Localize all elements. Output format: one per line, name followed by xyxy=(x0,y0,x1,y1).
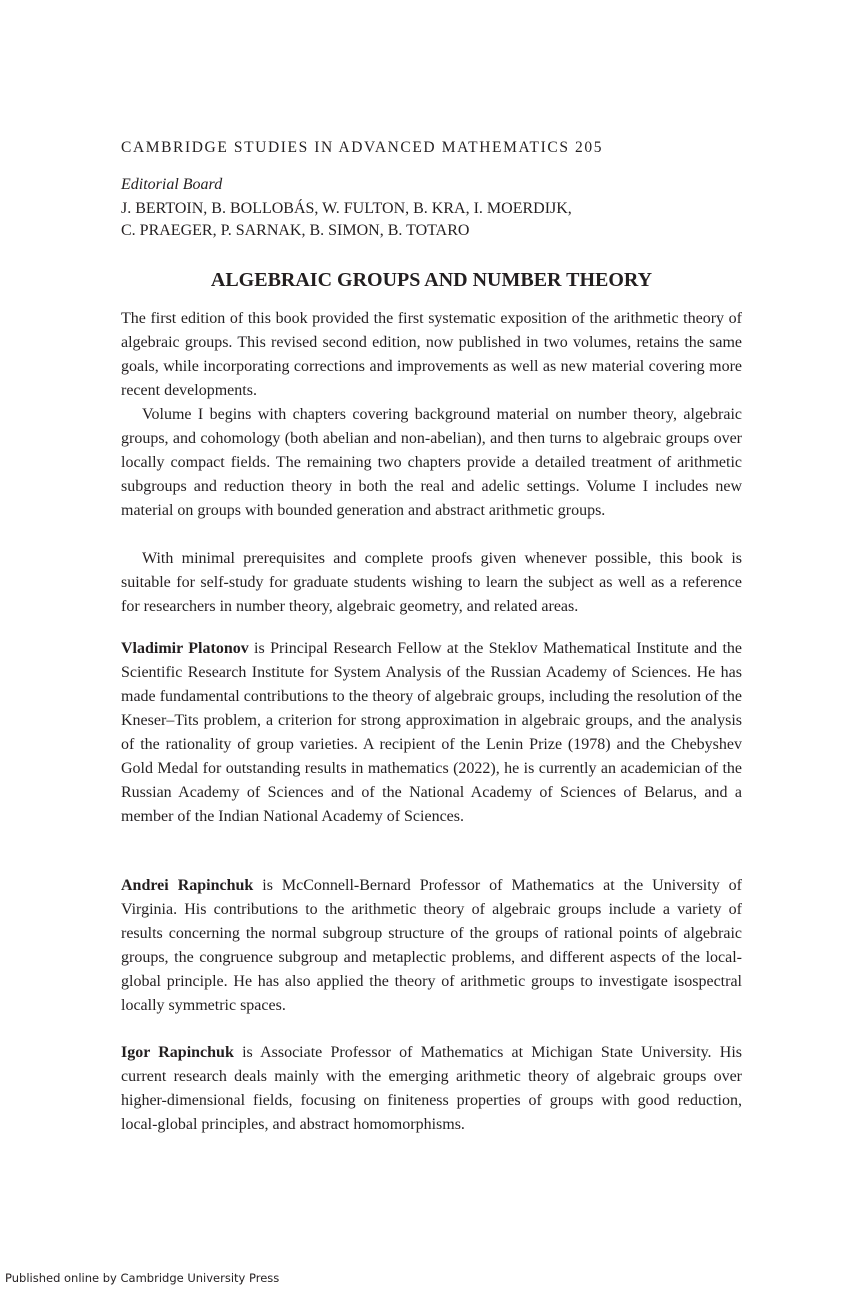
description-paragraph-1: The first edition of this book provided the first systematic exposition of the arithmetic theory of algebraic groups. This revised second edition, now published in two volumes, retains the same goals, while incorporating corrections and improvements as well as new material covering more recent developments. xyxy=(121,310,742,399)
editorial-board-line-2: C. PRAEGER, P. SARNAK, B. SIMON, B. TOTARO xyxy=(121,222,470,239)
author-bio-text: is Associate Professor of Mathematics at Michigan State University. His current research deals mainly with the emerging arithmetic theory of algebraic groups over higher-dimensional fields, focusing on finiteness properties of groups with good reduction, local-global principles, and abstract homomorphisms. xyxy=(121,1044,742,1133)
publisher-footer: Published online by Cambridge University Press xyxy=(5,1271,280,1285)
description-paragraph-3: With minimal prerequisites and complete proofs given whenever possible, this book is suitable for self-study for graduate students wishing to learn the subject as well as a reference for researchers in number theory, algebraic geometry, and related areas. xyxy=(121,550,742,615)
author-bio-platonov xyxy=(121,637,742,829)
author-name: Igor Rapinchuk xyxy=(121,1044,234,1061)
author-bio-text: is Principal Research Fellow at the Steklov Mathematical Institute and the Scientific Research Institute for System Analysis of the Russian Academy of Sciences. He has made fundamental contributions to the theory of algebraic groups, including the resolution of the Kneser–Tits problem, a criterion for strong approximation in algebraic groups, and the analysis of the rationality of group varieties. A recipient of the Lenin Prize (1978) and the Chebyshev Gold Medal for outstanding results in mathematics (2022), he is currently an academician of the Russian Academy of Sciences and of the National Academy of Sciences of Belarus, and a member of the Indian National Academy of Sciences. xyxy=(121,640,743,825)
author-name: Andrei Rapinchuk xyxy=(121,877,254,894)
series-title: CAMBRIDGE STUDIES IN ADVANCED MATHEMATICS 205 xyxy=(121,139,604,156)
description-paragraph-2: Volume I begins with chapters covering background material on number theory, algebraic groups, and cohomology (both abelian and non-abelian), and then turns to algebraic groups over locally compact fields. The remaining two chapters provide a detailed treatment of arithmetic subgroups and reduction theory in both the real and adelic settings. Volume I includes new material on groups with bounded generation and abstract arithmetic groups. xyxy=(121,406,742,519)
book-title: ALGEBRAIC GROUPS AND NUMBER THEORY xyxy=(210,269,653,291)
editorial-board-label: Editorial Board xyxy=(121,176,223,193)
author-bio-igor-rapinchuk xyxy=(121,1041,742,1137)
author-name: Vladimir Platonov xyxy=(121,640,249,657)
author-bio-andrei-rapinchuk xyxy=(121,874,742,1018)
author-bio-text: is McConnell-Bernard Professor of Mathematics at the University of Virginia. His contributions to the arithmetic theory of algebraic groups include a variety of results concerning the normal subgroup structure of the groups of rational points of algebraic groups, the congruence subgroup and metaplectic problems, and different aspects of the local-global principle. He has also applied the theory of arithmetic groups to investigate isospectral locally symmetric spaces. xyxy=(121,877,742,1014)
editorial-board-line-1: J. BERTOIN, B. BOLLOBÁS, W. FULTON, B. KRA, I. MOERDIJK, xyxy=(121,200,572,217)
